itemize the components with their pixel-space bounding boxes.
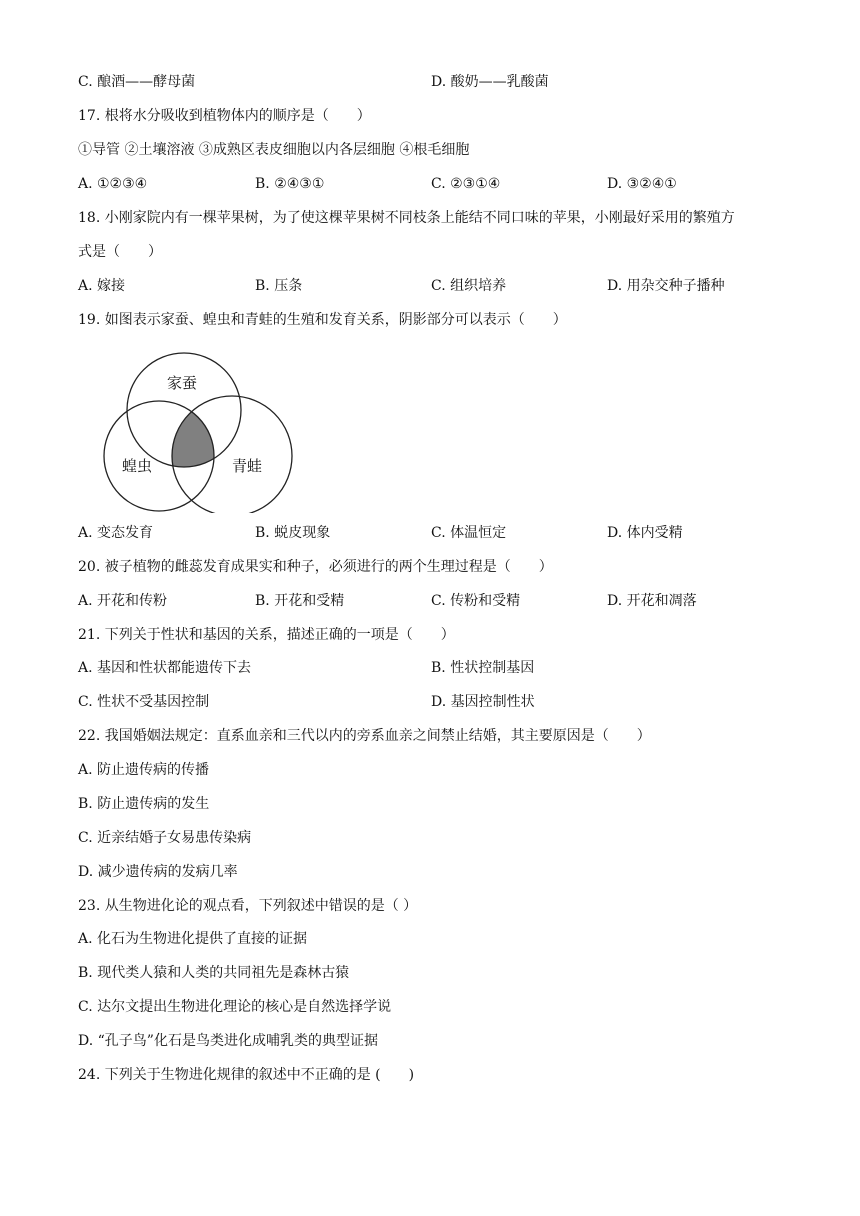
q20-option-a: A. 开花和传粉	[78, 593, 168, 609]
q22-option-d: D. 减少遗传病的发病几率	[78, 864, 238, 880]
q16-option-c: C. 酿酒——酵母菌	[78, 74, 196, 90]
q19-stem: 19. 如图表示家蚕、蝗虫和青蛙的生殖和发育关系，阴影部分可以表示（ ）	[78, 312, 567, 328]
q19-option-b: B. 蜕皮现象	[255, 525, 331, 541]
q17-stem: 17. 根将水分吸收到植物体内的顺序是（ ）	[78, 108, 371, 124]
q23-stem: 23. 从生物进化论的观点看，下列叙述中错误的是（ ）	[78, 898, 418, 914]
q20-option-d: D. 开花和凋落	[607, 593, 697, 609]
q21-option-d: D. 基因控制性状	[431, 694, 535, 710]
q18-option-d: D. 用杂交种子播种	[607, 278, 725, 294]
q17-option-c: C. ②③①④	[431, 176, 501, 192]
venn-label-top: 家蚕	[167, 374, 198, 392]
q23-option-a: A. 化石为生物进化提供了直接的证据	[78, 931, 308, 947]
q16-option-d: D. 酸奶——乳酸菌	[431, 74, 549, 90]
q20-option-c: C. 传粉和受精	[431, 593, 521, 609]
q18-stem-line1: 18. 小刚家院内有一棵苹果树，为了使这棵苹果树不同枝条上能结不同口味的苹果，小刚最好采用的繁殖方	[78, 210, 735, 226]
q23-option-b: B. 现代类人猿和人类的共同祖先是森林古猿	[78, 965, 350, 981]
q21-option-b: B. 性状控制基因	[431, 660, 535, 676]
q21-option-c: C. 性状不受基因控制	[78, 694, 210, 710]
q23-option-d: D. “孔子鸟”化石是鸟类进化成哺乳类的典型证据	[78, 1033, 378, 1049]
q19-option-d: D. 体内受精	[607, 525, 683, 541]
q19-option-c: C. 体温恒定	[431, 525, 507, 541]
q18-stem-line2: 式是（ ）	[78, 244, 162, 260]
venn-label-left: 蝗虫	[122, 457, 153, 475]
q24-stem: 24. 下列关于生物进化规律的叙述中不正确的是 ( )	[78, 1067, 415, 1083]
q17-items: ①导管 ②土壤溶液 ③成熟区表皮细胞以内各层细胞 ④根毛细胞	[78, 142, 470, 158]
q22-option-b: B. 防止遗传病的发生	[78, 796, 210, 812]
q21-option-a: A. 基因和性状都能遗传下去	[78, 660, 252, 676]
q22-option-c: C. 近亲结婚子女易患传染病	[78, 830, 252, 846]
q20-stem: 20. 被子植物的雌蕊发育成果实和种子，必须进行的两个生理过程是（ ）	[78, 559, 553, 575]
q22-option-a: A. 防止遗传病的传播	[78, 762, 210, 778]
q20-option-b: B. 开花和受精	[255, 593, 345, 609]
q19-option-a: A. 变态发育	[78, 525, 154, 541]
venn-diagram	[100, 348, 300, 513]
q17-option-d: D. ③②④①	[607, 176, 677, 192]
q17-option-b: B. ②④③①	[255, 176, 325, 192]
q18-option-a: A. 嫁接	[78, 278, 126, 294]
q21-stem: 21. 下列关于性状和基因的关系，描述正确的一项是（ ）	[78, 627, 455, 643]
q18-option-b: B. 压条	[255, 278, 303, 294]
venn-label-right: 青蛙	[232, 457, 263, 475]
q18-option-c: C. 组织培养	[431, 278, 507, 294]
q17-option-a: A. ①②③④	[78, 176, 148, 192]
q22-stem: 22. 我国婚姻法规定：直系血亲和三代以内的旁系血亲之间禁止结婚，其主要原因是（ ）	[78, 728, 651, 744]
q23-option-c: C. 达尔文提出生物进化理论的核心是自然选择学说	[78, 999, 392, 1015]
